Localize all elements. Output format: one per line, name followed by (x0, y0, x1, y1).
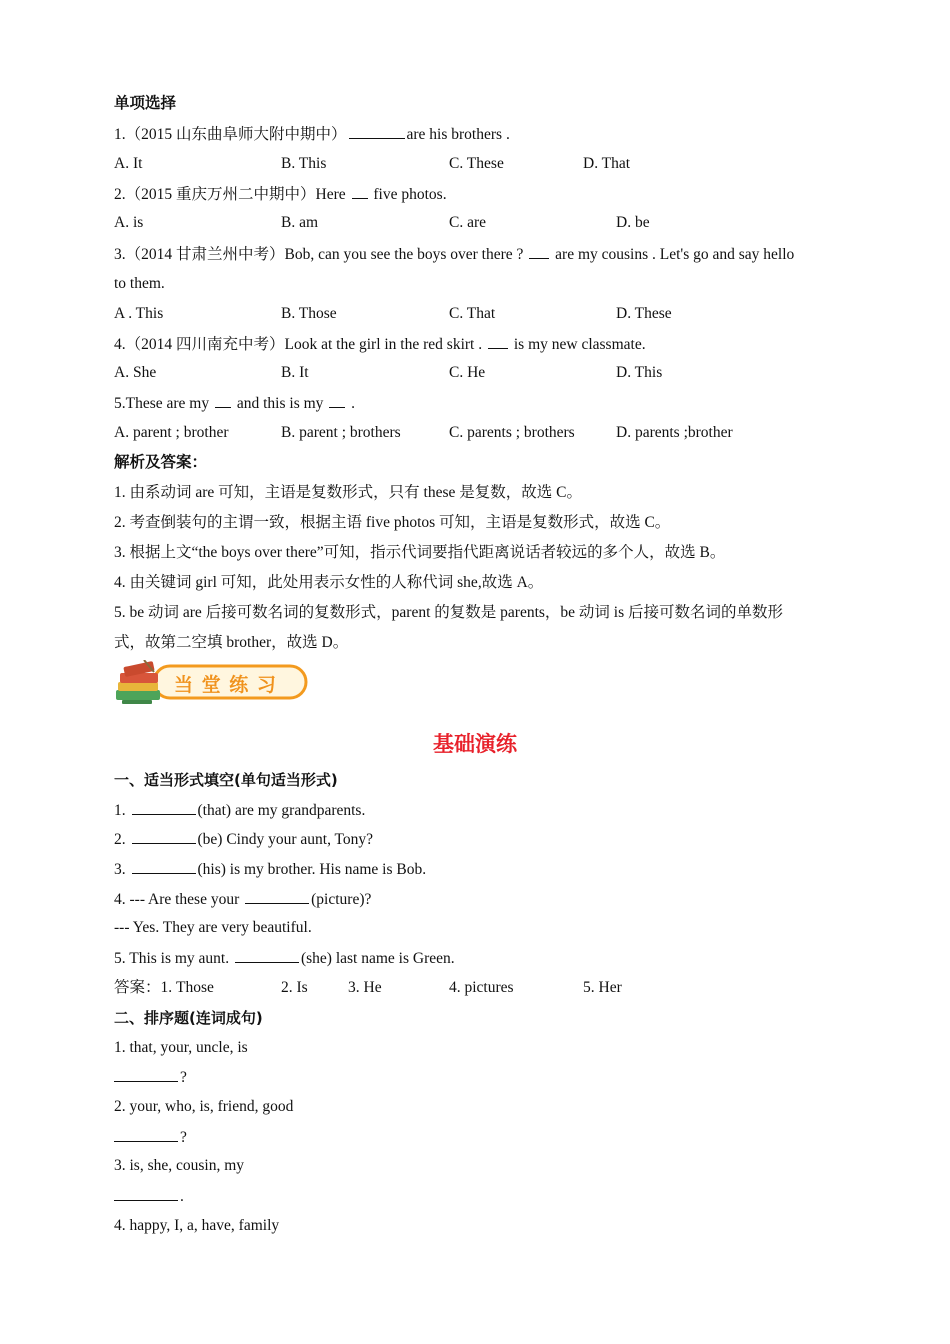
answer: 2. Is (281, 979, 308, 996)
answer-blank (488, 334, 508, 349)
answers-row: 答案：1. Those (114, 979, 214, 996)
fill-question: 2. (be) Cindy your aunt, Tony? (114, 831, 374, 848)
question-2: 2.（2015 重庆万州二中期中）Here five photos. (114, 186, 447, 203)
order-question: 2. your, who, is, friend, good (114, 1098, 294, 1115)
answer-blank (114, 1127, 178, 1142)
answer: 5. Her (583, 979, 622, 996)
option: A. parent ; brother (114, 424, 229, 441)
answer-blank (235, 948, 299, 963)
option: C. He (449, 364, 486, 381)
analysis-line: 式，故第二空填 brother，故选 D。 (114, 634, 349, 651)
order-answer-line: . (114, 1186, 184, 1207)
order-answer-line: ? (114, 1127, 187, 1148)
option: C. That (449, 305, 496, 322)
option: C. are (449, 214, 487, 231)
option: A. She (114, 364, 157, 381)
option: B. am (281, 214, 319, 231)
order-question: 4. happy, I, a, have, family (114, 1217, 280, 1234)
question-5: 5.These are my and this is my . (114, 395, 356, 412)
answer-blank (132, 829, 196, 844)
option: A . This (114, 305, 164, 322)
answer-blank (215, 393, 231, 408)
question-3-continued: to them. (114, 275, 165, 292)
analysis-line: 4. 由关键词 girl 可知，此处用表示女性的人称代词 she,故选 A。 (114, 574, 544, 591)
answer-blank (349, 124, 405, 139)
fill-question: 3. (his) is my brother. His name is Bob. (114, 861, 427, 878)
fill-question: 4. --- Are these your (picture)? (114, 891, 372, 908)
answer-blank (114, 1067, 178, 1082)
analysis-line: 1. 由系动词 are 可知，主语是复数形式，只有 these 是复数，故选 C。 (114, 484, 582, 501)
answer-blank (329, 393, 345, 408)
part1-title: 一、适当形式填空(单句适当形式) (114, 771, 338, 789)
analysis-line: 3. 根据上文“the boys over there”可知，指示代词要指代距离说话者较远的多个人，故选 B。 (114, 544, 726, 561)
answer-blank (132, 800, 196, 815)
order-question: 3. is, she, cousin, my (114, 1157, 245, 1174)
option: C. parents ; brothers (449, 424, 575, 441)
analysis-line: 5. be 动词 are 后接可数名词的复数形式，parent 的复数是 parents，be 动词 is 后接可数名词的单数形 (114, 604, 784, 621)
fill-question: 1. (that) are my grandparents. (114, 802, 366, 819)
answer: 3. He (348, 979, 382, 996)
analysis-line: 2. 考查倒装句的主谓一致，根据主语 five photos 可知，主语是复数形式，故选 C。 (114, 514, 671, 531)
answer-blank (114, 1186, 178, 1201)
answer-blank (529, 244, 549, 259)
answer-blank (245, 889, 309, 904)
answer-blank (132, 859, 196, 874)
analysis-title: 解析及答案： (114, 454, 208, 471)
answer-blank (352, 184, 368, 199)
option: D. parents ;brother (616, 424, 733, 441)
answer: 4. pictures (449, 979, 514, 996)
option: B. Those (281, 305, 337, 322)
order-answer-line: ? (114, 1067, 187, 1088)
question-4: 4.（2014 四川南充中考）Look at the girl in the red skirt . is my new classmate. (114, 336, 646, 353)
option: D. That (583, 155, 631, 172)
option: C. These (449, 155, 504, 172)
option: D. be (616, 214, 650, 231)
order-question: 1. that, your, uncle, is (114, 1039, 248, 1056)
banner-text: 当 堂 练 习 (174, 674, 277, 696)
option: D. These (616, 305, 672, 322)
practice-title: 基础演练 (433, 732, 517, 756)
option: B. This (281, 155, 327, 172)
section-title: 单项选择 (114, 95, 177, 112)
option: D. This (616, 364, 663, 381)
practice-banner (114, 660, 310, 706)
question-1: 1.（2015 山东曲阜师大附中期中） are his brothers . (114, 126, 510, 143)
question-3: 3.（2014 甘肃兰州中考）Bob, can you see the boys over there ? are my cousins . Let's go and say hello (114, 246, 795, 263)
part2-title: 二、排序题(连词成句) (114, 1009, 263, 1027)
fill-question: 5. This is my aunt. (she) last name is Green. (114, 950, 455, 967)
option: A. is (114, 214, 144, 231)
fill-reply: --- Yes. They are very beautiful. (114, 919, 312, 936)
option: B. parent ; brothers (281, 424, 401, 441)
option: B. It (281, 364, 309, 381)
option: A. It (114, 155, 143, 172)
